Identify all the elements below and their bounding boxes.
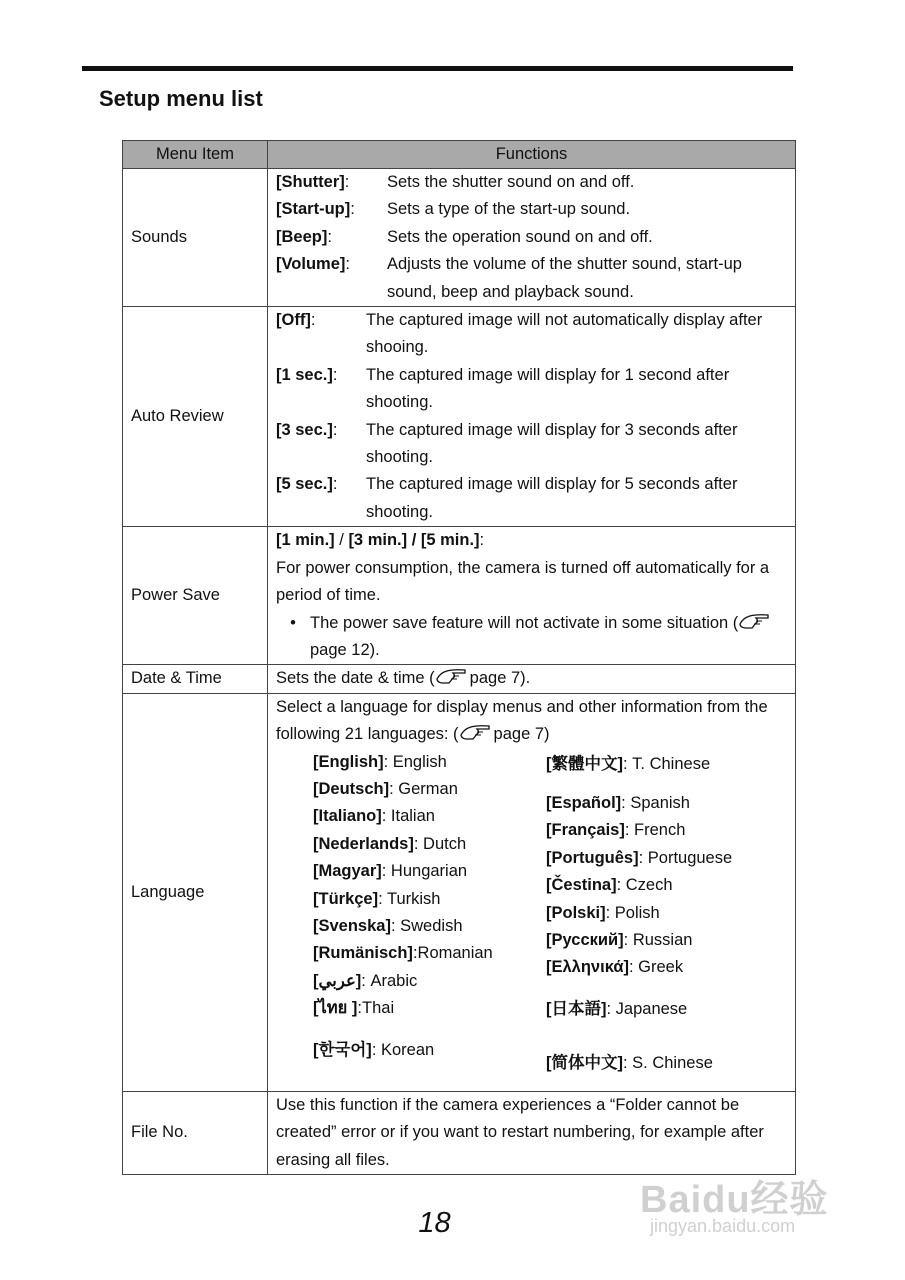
language-intro: Select a language for display menus and other information from the following 21 languages: ( page 7)	[276, 697, 768, 744]
list-item: [Čestina]: Czech	[546, 876, 673, 895]
menu-item-sounds: Sounds	[123, 169, 268, 307]
auto-review-entry: [Off]: The captured image will not automatically display after shooing.	[276, 311, 763, 357]
functions-date-time: Sets the date & time ( page 7).	[268, 665, 796, 693]
pointing-hand-icon	[738, 612, 772, 630]
watermark-url: jingyan.baidu.com	[650, 1216, 796, 1236]
header-functions: Functions	[268, 141, 796, 169]
list-item: [Nederlands]: Dutch	[313, 834, 467, 853]
power-save-description: For power consumption, the camera is turned off automatically for a period of time.	[276, 558, 770, 605]
list-item: [Deutsch]: German	[313, 779, 458, 798]
list-item: [Svenska]: Swedish	[313, 916, 463, 935]
functions-power-save	[268, 527, 796, 665]
table-row-language	[123, 693, 796, 1091]
top-rule	[82, 66, 793, 71]
list-item: [Français]: French	[546, 821, 686, 840]
page-title: Setup menu list	[99, 86, 263, 111]
list-item: [日本語]: Japanese	[546, 999, 688, 1018]
list-item: [عربي]: Arabic	[313, 971, 418, 990]
list-item: [Türkçe]: Turkish	[313, 889, 441, 908]
list-item: [Ελληνικά]: Greek	[546, 958, 684, 977]
table-row-file-no	[123, 1092, 796, 1175]
table-header-row	[123, 141, 796, 169]
menu-item-language: Language	[123, 693, 268, 1091]
functions-file-no: Use this function if the camera experiences a “Folder cannot be created” error or if you want to restart numbering, for example after erasing all files.	[268, 1092, 796, 1175]
table-row-power-save	[123, 527, 796, 665]
menu-item-auto-review: Auto Review	[123, 307, 268, 527]
power-save-options: [1 min.] / [3 min.] / [5 min.]:	[276, 531, 485, 550]
power-save-note: • The power save feature will not activate in some situation (page 12).	[276, 610, 789, 665]
table-row-date-time	[123, 665, 796, 693]
setup-menu-table	[122, 140, 796, 1175]
language-column-2	[546, 749, 789, 1091]
watermark-logo: Baidu经验	[640, 1179, 829, 1221]
page-number: 18	[418, 1207, 451, 1239]
functions-language	[268, 693, 796, 1091]
sounds-entry: [Beep]: Sets the operation sound on and off.	[276, 227, 653, 246]
list-item: [Rumänisch]:Romanian	[313, 944, 493, 963]
table-row-sounds	[123, 169, 796, 307]
menu-item-file-no: File No.	[123, 1092, 268, 1175]
menu-item-power-save: Power Save	[123, 527, 268, 665]
pointing-hand-icon	[435, 667, 469, 685]
list-item: [简体中文]: S. Chinese	[546, 1054, 713, 1073]
sounds-entry: [Shutter]: Sets the shutter sound on and off.	[276, 173, 635, 191]
list-item: [Português]: Portuguese	[546, 848, 733, 867]
list-item: [Polski]: Polish	[546, 903, 660, 922]
language-list	[276, 749, 789, 1091]
table-row-auto-review	[123, 307, 796, 527]
auto-review-entry: [1 sec.]: The captured image will display for 1 second after shooting.	[276, 365, 730, 412]
menu-item-date-time: Date & Time	[123, 665, 268, 693]
functions-sounds	[268, 169, 796, 307]
sounds-entry: [Volume]: Adjusts the volume of the shutter sound, start-up sound, beep and playback sound.	[276, 255, 742, 301]
sounds-entry: [Start-up]: Sets a type of the start-up sound.	[276, 200, 631, 219]
list-item: [Русский]: Russian	[546, 930, 693, 949]
pointing-hand-icon	[459, 723, 493, 741]
list-item: [繁體中文]: T. Chinese	[546, 754, 711, 773]
language-column-1	[313, 749, 546, 1091]
list-item: [ไทย ]:Thai	[313, 999, 395, 1018]
bullet-icon: •	[290, 613, 296, 632]
list-item: [Magyar]: Hungarian	[313, 862, 468, 881]
list-item: [English]: English	[313, 752, 447, 771]
list-item: [한국어]: Korean	[313, 1040, 435, 1059]
list-item: [Italiano]: Italian	[313, 807, 435, 826]
auto-review-entry: [3 sec.]: The captured image will display for 3 seconds after shooting.	[276, 420, 738, 467]
list-item: [Español]: Spanish	[546, 793, 690, 812]
auto-review-entry: [5 sec.]: The captured image will display for 5 seconds after shooting.	[276, 475, 738, 521]
header-menu-item: Menu Item	[123, 141, 268, 169]
functions-auto-review	[268, 307, 796, 527]
